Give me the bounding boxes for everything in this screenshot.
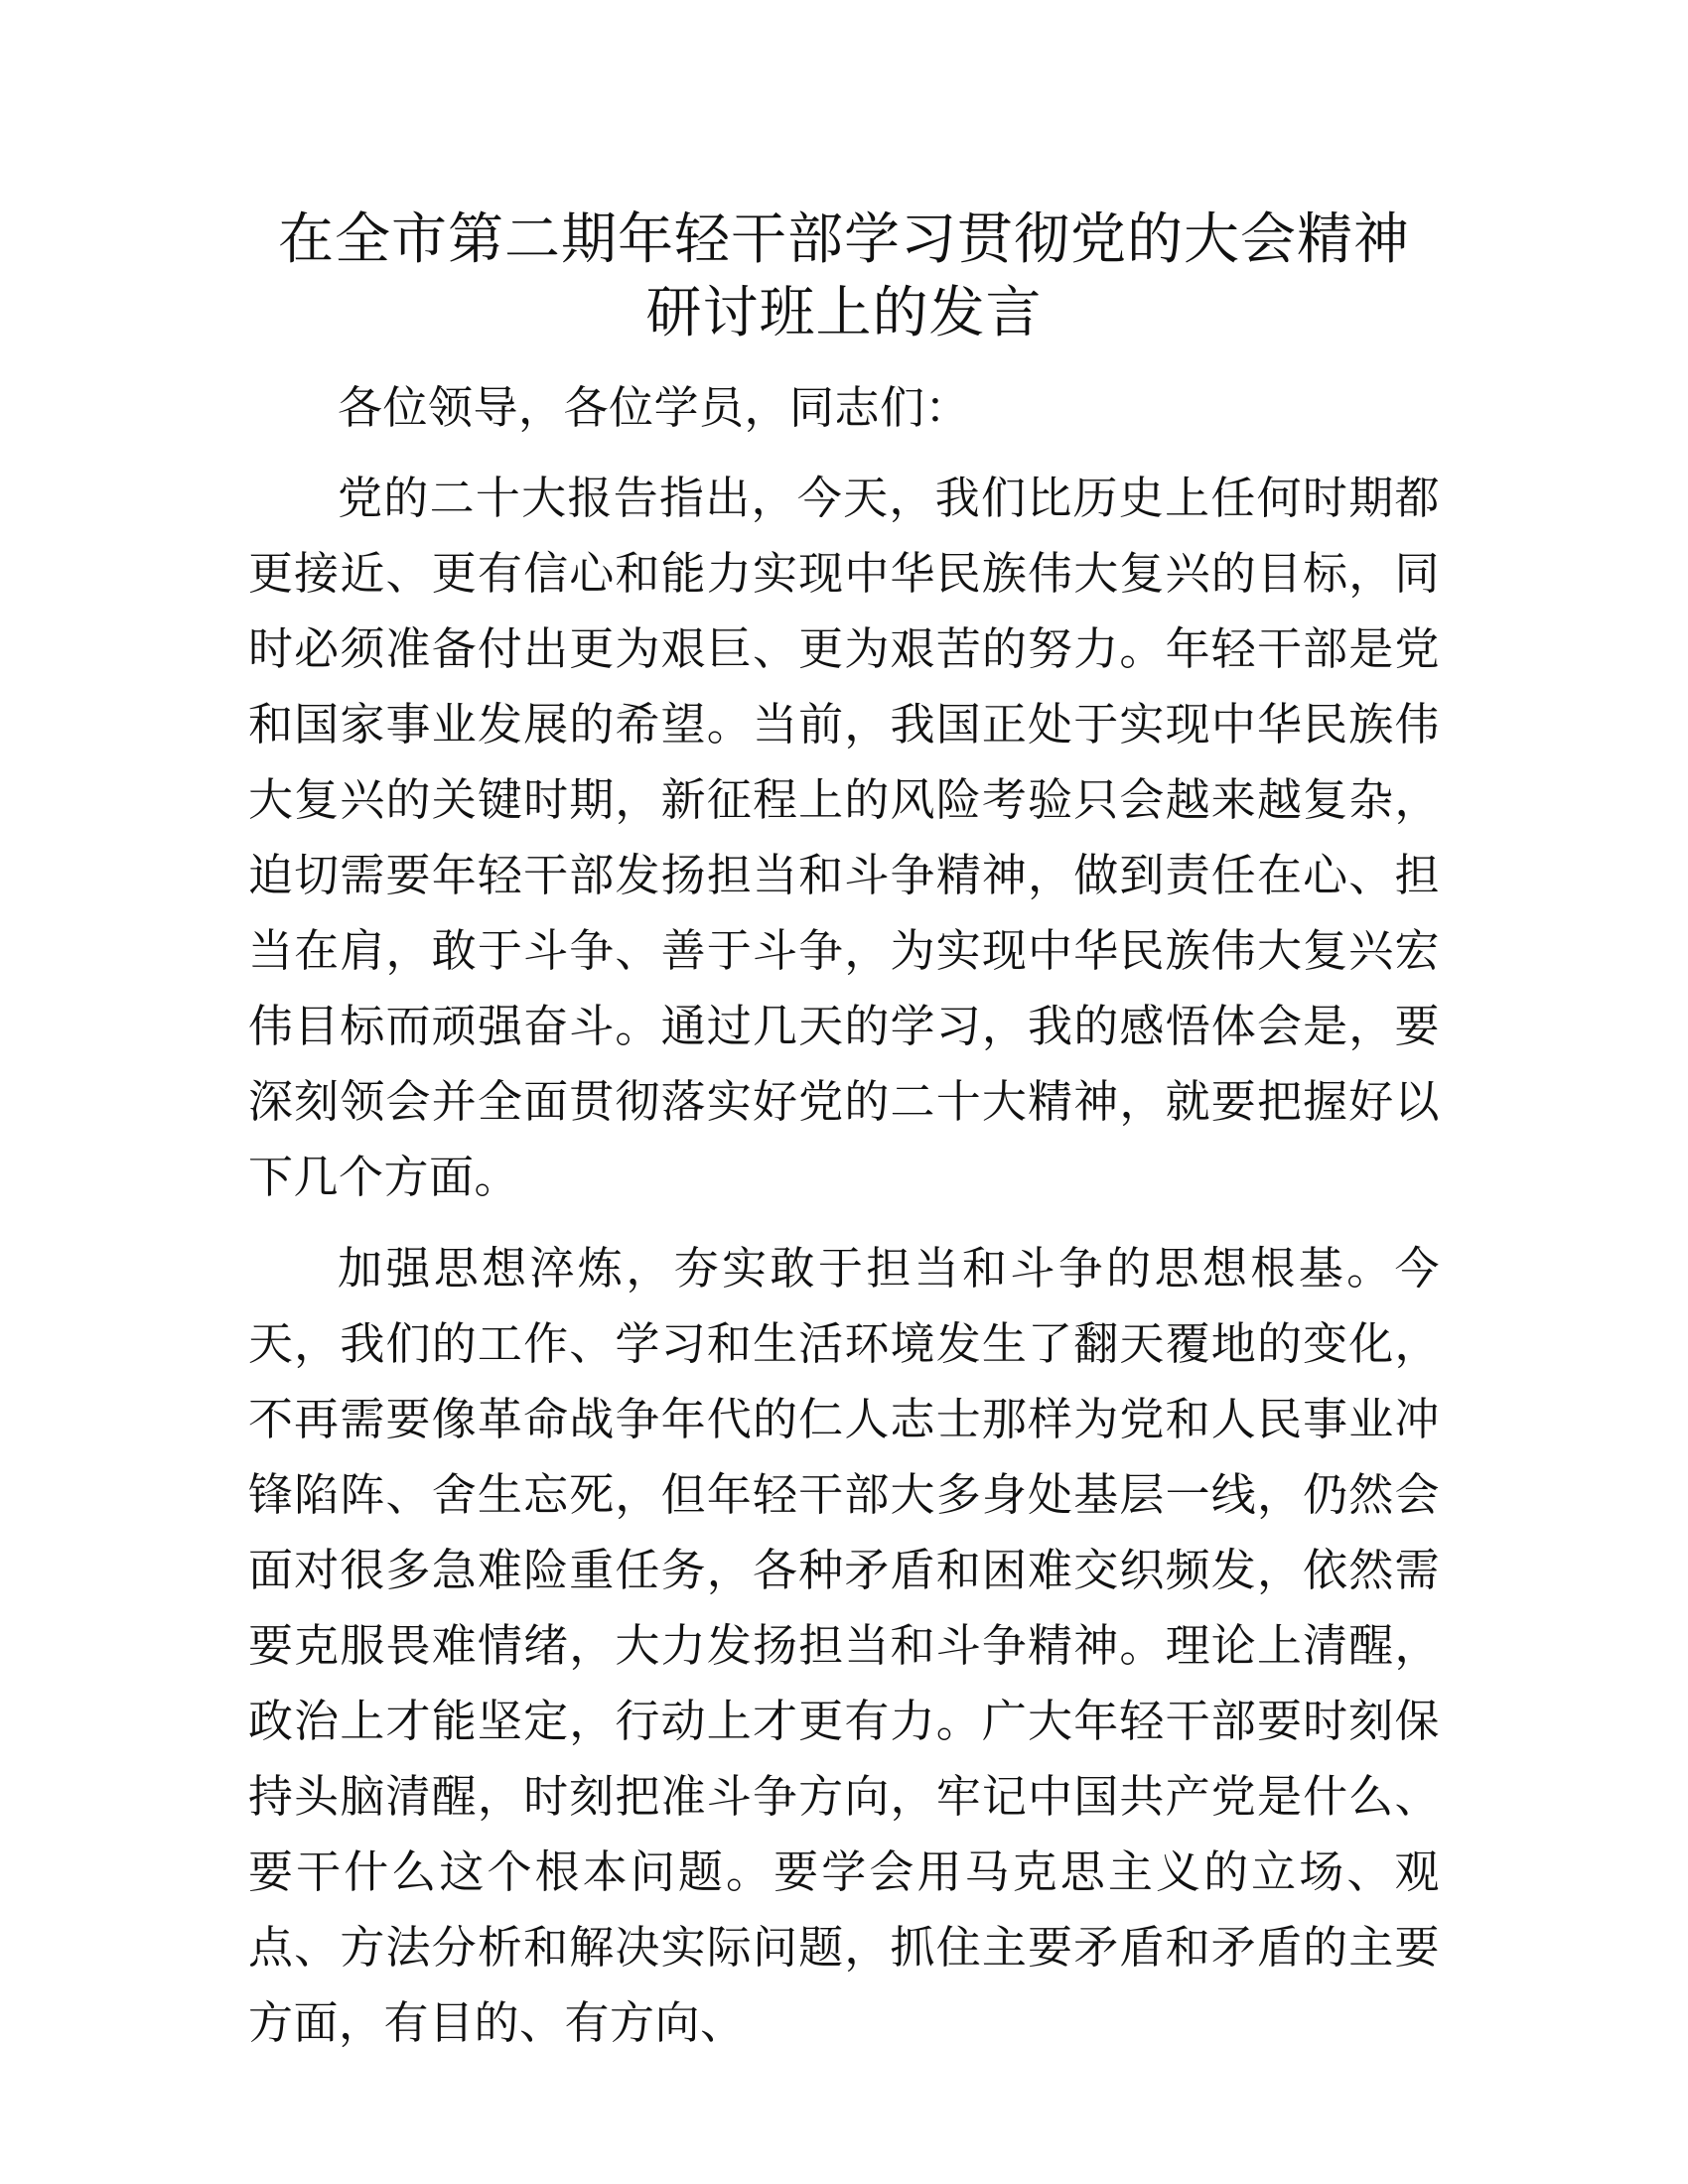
document-content: [248, 204, 1440, 2061]
document-body: [248, 370, 1440, 2061]
title-line-2: 研讨班上的发言: [645, 281, 1043, 345]
title-line-1: 在全市第二期年轻干部学习贯彻党的大会精神: [278, 207, 1410, 272]
salutation: 各位领导，各位学员，同志们：: [338, 381, 971, 434]
paragraph-1: 党的二十大报告指出，今天，我们比历史上任何时期都更接近、更有信心和能力实现中华民族伟大复兴的目标，同时必须准备付出更为艰巨、更为艰苦的努力。年轻干部是党和国家事业发展的希望。当前，我国正处于实现中华民族伟大复兴的关键时期，新征程上的风险考验只会越来越复杂，迫切需要年轻干部发扬担当和斗争精神，做到责任在心、担当在肩，敢于斗争、善于斗争，为实现中华民族伟大复兴宏伟目标而顽强奋斗。通过几天的学习，我的感悟体会是，要深刻领会并全面贯彻落实好党的二十大精神，就要把握好以下几个方面。: [248, 472, 1440, 1203]
document-title: [248, 204, 1440, 350]
paragraph-2: 加强思想淬炼，夯实敢于担当和斗争的思想根基。今天，我们的工作、学习和生活环境发生了翻天覆地的变化，不再需要像革命战争年代的仁人志士那样为党和人民事业冲锋陷阵、舍生忘死，但年轻干部大多身处基层一线，仍然会面对很多急难险重任务，各种矛盾和困难交织频发，依然需要克服畏难情绪，大力发扬担当和斗争精神。理论上清醒，政治上才能坚定，行动上才更有力。广大年轻干部要时刻保持头脑清醒，时刻把准斗争方向，牢记中国共产党是什么、要干什么这个根本问题。要学会用马克思主义的立场、观点、方法分析和解决实际问题，抓住主要矛盾和矛盾的主要方面，有目的、有方向、: [248, 1242, 1440, 2049]
